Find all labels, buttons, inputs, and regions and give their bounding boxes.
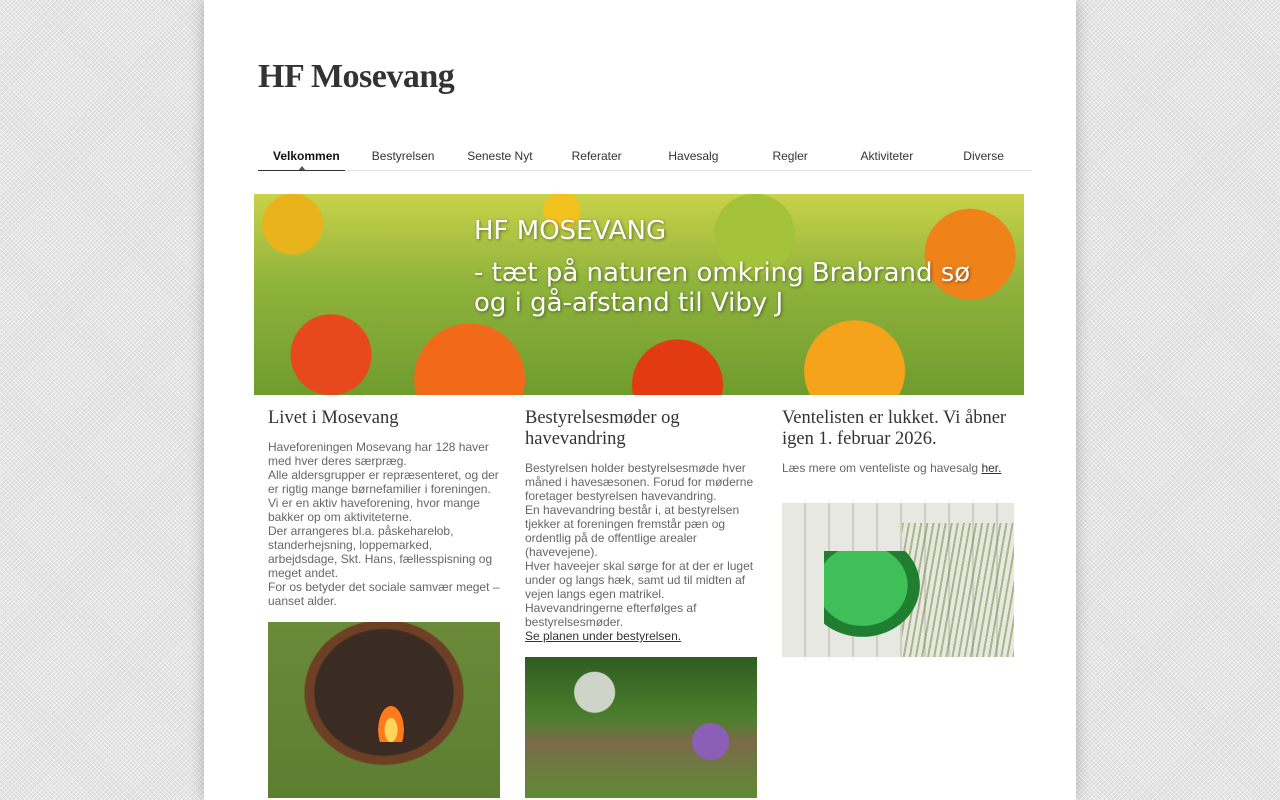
banner-subtitle-1: - tæt på naturen omkring Brabrand sø xyxy=(474,258,971,288)
nav-item-regler[interactable]: Regler xyxy=(772,149,808,163)
paragraph: For os betyder det sociale samvær meget – uanset alder. xyxy=(268,580,500,608)
column-bestyrelse xyxy=(525,408,757,798)
watering-can-icon xyxy=(824,551,920,637)
column-heading: Livet i Mosevang xyxy=(268,408,399,428)
paragraph: Der arrangeres bl.a. påskeharelob, standerhejsning, loppemarked, arbejdsdage, Skt. Hans, fællesspisning og meget andet. xyxy=(268,524,493,580)
nav-item-referater[interactable]: Referater xyxy=(571,149,622,163)
fire-flame xyxy=(376,702,406,742)
hero-banner xyxy=(254,194,1024,395)
paragraph: Bestyrelsen holder bestyrelsesmøde hver måned i havesæsonen. Forud for møderne foretager bestyrelsen havevandring. xyxy=(525,461,754,503)
paragraph: Havevandringerne efterfølges af bestyrelsesmøder. xyxy=(525,601,697,629)
paragraph: Hver haveejer skal sørge for at der er luget under og langs hæk, samt ud til midten af vejen langs egen matrikel. xyxy=(525,559,754,601)
nav-item-diverse[interactable]: Diverse xyxy=(963,149,1004,163)
banner-title: HF MOSEVANG xyxy=(474,216,667,246)
paragraph: Vi er en aktiv haveforening, hvor mange bakker op om aktiviteterne. xyxy=(268,496,480,524)
banner-subtitle-2: og i gå-afstand til Viby J xyxy=(474,288,784,318)
nav-item-seneste-nyt[interactable]: Seneste Nyt xyxy=(467,149,533,163)
venteliste-link[interactable]: her. xyxy=(981,461,1002,475)
column-heading: Bestyrelsesmøder og havevandring xyxy=(525,408,680,449)
paragraph: En havevandring består i, at bestyrelsen tjekker at foreningen fremstår pæn og ordentlig på de offentlige arealer (havevejene). xyxy=(525,503,740,559)
paragraph: Alle aldersgrupper er repræsenteret, og der er rigtig mange børnefamilier i foreningen. xyxy=(268,468,499,496)
page-container xyxy=(204,0,1076,800)
venteliste-text: Læs mere om venteliste og havesalg xyxy=(782,461,982,475)
watering-can-photo xyxy=(782,503,1014,657)
paragraph xyxy=(782,461,1014,475)
column-heading: Ventelisten er lukket. Vi åbner igen 1. februar 2026. xyxy=(782,408,1007,449)
firepit-photo xyxy=(268,622,500,798)
garden-photo xyxy=(525,657,757,798)
nav-item-velkommen[interactable]: Velkommen xyxy=(258,138,355,170)
site-title[interactable]: HF Mosevang xyxy=(258,58,455,95)
plan-link[interactable]: Se planen under bestyrelsen. xyxy=(525,629,682,643)
nav-item-bestyrelsen[interactable]: Bestyrelsen xyxy=(371,149,435,163)
column-venteliste xyxy=(782,408,1014,657)
nav-item-aktiviteter[interactable]: Aktiviteter xyxy=(860,149,914,163)
column-livet xyxy=(268,408,500,798)
main-nav xyxy=(258,138,1032,171)
nav-item-havesalg[interactable]: Havesalg xyxy=(668,149,719,163)
paragraph: Haveforeningen Mosevang har 128 haver med hver deres særpræg. xyxy=(268,440,489,468)
